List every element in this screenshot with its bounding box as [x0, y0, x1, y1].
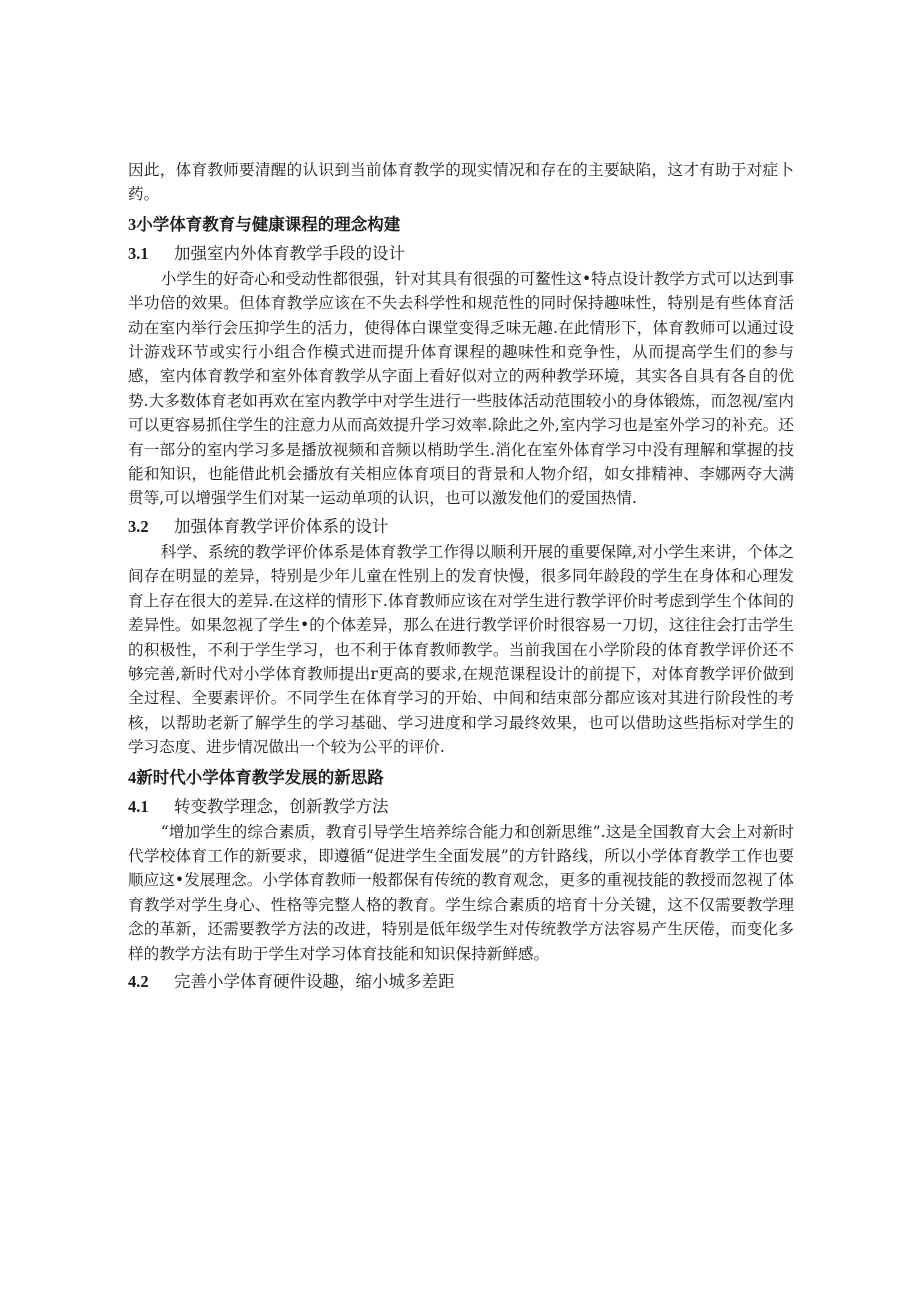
section-4-2-heading: [128, 968, 794, 995]
section-4-2-number: 4.2: [128, 971, 149, 991]
section-3-1-heading: [128, 240, 794, 267]
section-4-2-title: 完善小学体育硬件设趣，缩小城多差距: [174, 971, 455, 991]
section-3-1-title: 加强室内外体育教学手段的设计: [174, 243, 405, 263]
section-3-2-paragraph: 科学、系统的教学评价体系是体育教学工作得以顺利开展的重要保障,对小学生来讲，个体之间存在明显的差异，特别是少年儿童在性别上的发育快慢，很多同年龄段的学生在身体和心理发育上存在很大的差异.在这样的情形下.体育教师应该在对学生进行教学评价时考虑到学生个体间的差异性。如果忽视了学生•的个体差异，那么在进行教学评价时很容易一刀切，这往往会打击学生的积极性，不利于学生学习，也不利于体育教师教学。当前我国在小学阶段的体育教学评价还不够完善,新时代对小学体育教师提出r更高的要求,在规范课程设计的前提下，对体育教学评价做到全过程、全要素评价。不同学生在体育学习的开始、中间和结束部分都应该对其进行阶段性的考核，以帮助老新了解学生的学习基础、学习进度和学习最终效果，也可以借助这些指标对学生的学习态度、进步情况做出一个较为公平的评价.: [128, 542, 794, 757]
section-4-1-paragraph: “增加学生的综合素质，教育引导学生培养综合能力和创新思维”.这是全国教育大会上对新时代学校体育工作的新要求，即遵循“促进学生全面发展”的方针路线，所以小学体育教学工作也要顺应这•发展理念。小学体育教师一般都保有传统的教育观念，更多的重视技能的教授而忽视了体育教学对学生身心、性格等完整人格的教育。学生综合素质的培育十分关键，这不仅需要教学理念的革新，还需要教学方法的改进，特别是低年级学生对传统教学方法容易产生厌倦，而变化多样的教学方法有助于学生对学习体育技能和知识保持新鲜感。: [128, 822, 794, 963]
section-3-1-paragraph: 小学生的好奇心和受动性都很强，针对其具有很强的可鳌性这•特点设计教学方式可以达到事半功倍的效果。但体育教学应该在不失去科学性和规范性的同时保持趣味性，特别是有些体育活动在室内举行会压抑学生的活力，使得体白课堂变得乏味无趣.在此情形下，体育教师可以通过设计游戏环节或实行小组合作模式进而提升体育课程的趣味性和竞争性，从而提高学生们的参与感，室内体育教学和室外体育教学从字面上看好似对立的两种教学环境，其实各自具有各自的优势.大多数体育老如再欢在室内教学中对学生进行一些肢体活动范围较小的身体锻炼，而忽视/室内可以更容易抓住学生的注意力从而高效提升学习效率.除此之外,室内学习也是室外学习的补充。还有一部分的室内学习多是播放视频和音频以梢助学生.消化在室外体育学习中没有理解和掌握的技能和知识，也能借此机会播放有关相应体育项目的背景和人物介绍，如女排精神、李娜两夺大满贯等,可以增强学生们对某一运动单项的认识，也可以激发他们的爱国热情.: [128, 269, 794, 508]
section-3-1-number: 3.1: [128, 243, 149, 263]
section-3-2-title: 加强体育教学评价体系的设计: [174, 516, 389, 536]
section-3-number: 3: [128, 214, 137, 234]
section-3-2-number: 3.2: [128, 516, 149, 536]
section-4-1-heading: [128, 793, 794, 820]
section-4-1-number: 4.1: [128, 796, 149, 816]
section-3-heading: [128, 211, 794, 238]
document-page: [128, 158, 794, 995]
section-4-number: 4: [128, 767, 137, 787]
section-3-title: 小学体育教育与健康课程的理念构建: [136, 214, 401, 234]
section-4-title: 新时代小学体育教学发展的新思路: [136, 767, 384, 787]
section-4-1-title: 转变教学理念，创新教学方法: [174, 796, 389, 816]
intro-paragraph: 因此，体育教师要清醒的认识到当前体育教学的现实情况和存在的主要缺陷，这才有助于对症卜药。: [128, 161, 794, 204]
section-3-2-heading: [128, 513, 794, 540]
section-4-heading: [128, 764, 794, 791]
